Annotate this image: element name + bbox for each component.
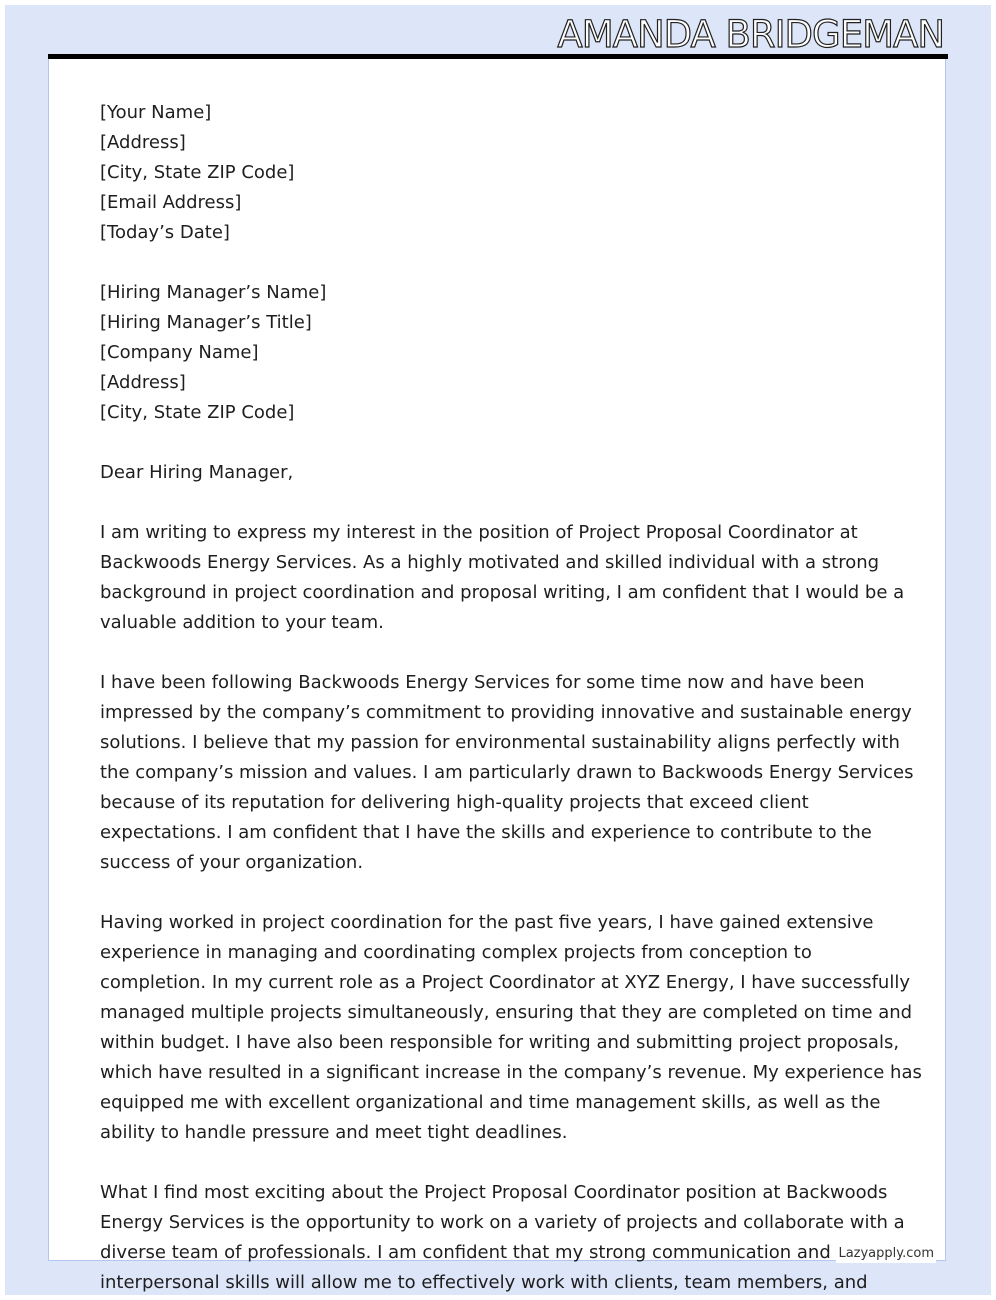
watermark: Lazyapply.com (838, 1246, 934, 1261)
recipient-address: [Address] (100, 372, 186, 393)
paragraph-2 (100, 668, 914, 878)
paragraph-1 (100, 518, 905, 638)
paragraph-line: experience in managing and coordinating complex projects from conception to (100, 942, 812, 963)
paragraph-line: which have resulted in a significant increase in the company’s revenue. My experience has (100, 1062, 922, 1083)
paragraph-line: completion. In my current role as a Project Coordinator at XYZ Energy, I have successfully (100, 972, 910, 993)
paragraph-line: impressed by the company’s commitment to providing innovative and sustainable energy (100, 702, 912, 723)
letter-body (100, 98, 922, 1295)
paragraph-line: Having worked in project coordination for the past five years, I have gained extensive (100, 912, 874, 933)
paragraph-line: I have been following Backwoods Energy Services for some time now and have been (100, 672, 865, 693)
sender-date: [Today’s Date] (100, 222, 230, 243)
recipient-name: [Hiring Manager’s Name] (100, 282, 327, 303)
recipient-city: [City, State ZIP Code] (100, 402, 295, 423)
paragraph-line: success of your organization. (100, 852, 364, 873)
recipient-block (100, 278, 900, 428)
paragraph-line: ability to handle pressure and meet tight deadlines. (100, 1122, 568, 1143)
paragraph-line: equipped me with excellent organizational and time management skills, as well as the (100, 1092, 881, 1113)
paragraph-line: expectations. I am confident that I have the skills and experience to contribute to the (100, 822, 872, 843)
sender-email: [Email Address] (100, 192, 242, 213)
paragraph-line: I am writing to express my interest in the position of Project Proposal Coordinator at (100, 522, 858, 543)
recipient-title: [Hiring Manager’s Title] (100, 312, 312, 333)
paragraph-line: diverse team of professionals. I am confident that my strong communication and (100, 1242, 831, 1263)
paragraph-line: What I find most exciting about the Project Proposal Coordinator position at Backwoods (100, 1182, 888, 1203)
paragraph-line: the company’s mission and values. I am particularly drawn to Backwoods Energy Services (100, 762, 914, 783)
paragraph-line: Energy Services is the opportunity to work on a variety of projects and collaborate with a (100, 1212, 905, 1233)
paragraph-line: Backwoods Energy Services. As a highly motivated and skilled individual with a strong (100, 552, 880, 573)
paragraph-line: valuable addition to your team. (100, 612, 384, 633)
paragraph-line: within budget. I have also been responsible for writing and submitting project proposals, (100, 1032, 900, 1053)
sender-address: [Address] (100, 132, 186, 153)
sender-city: [City, State ZIP Code] (100, 162, 295, 183)
recipient-company: [Company Name] (100, 342, 259, 363)
paragraph-line: managed multiple projects simultaneously, ensuring that they are completed on time and (100, 1002, 913, 1023)
paragraph-line: solutions. I believe that my passion for environmental sustainability aligns perfectly with (100, 732, 900, 753)
sender-block (100, 98, 900, 248)
salutation: Dear Hiring Manager, (100, 462, 294, 483)
header-name: AMANDA BRIDGEMAN (557, 13, 944, 56)
sender-name: [Your Name] (100, 102, 212, 123)
paragraph-3 (100, 908, 922, 1148)
paragraph-line: interpersonal skills will allow me to effectively work with clients, team members, and (100, 1272, 868, 1293)
page-background (5, 5, 991, 1295)
paragraph-line: background in project coordination and proposal writing, I am confident that I would be a (100, 582, 905, 603)
paragraph-line: because of its reputation for delivering high-quality projects that exceed client (100, 792, 809, 813)
paragraph-4 (100, 1178, 905, 1295)
